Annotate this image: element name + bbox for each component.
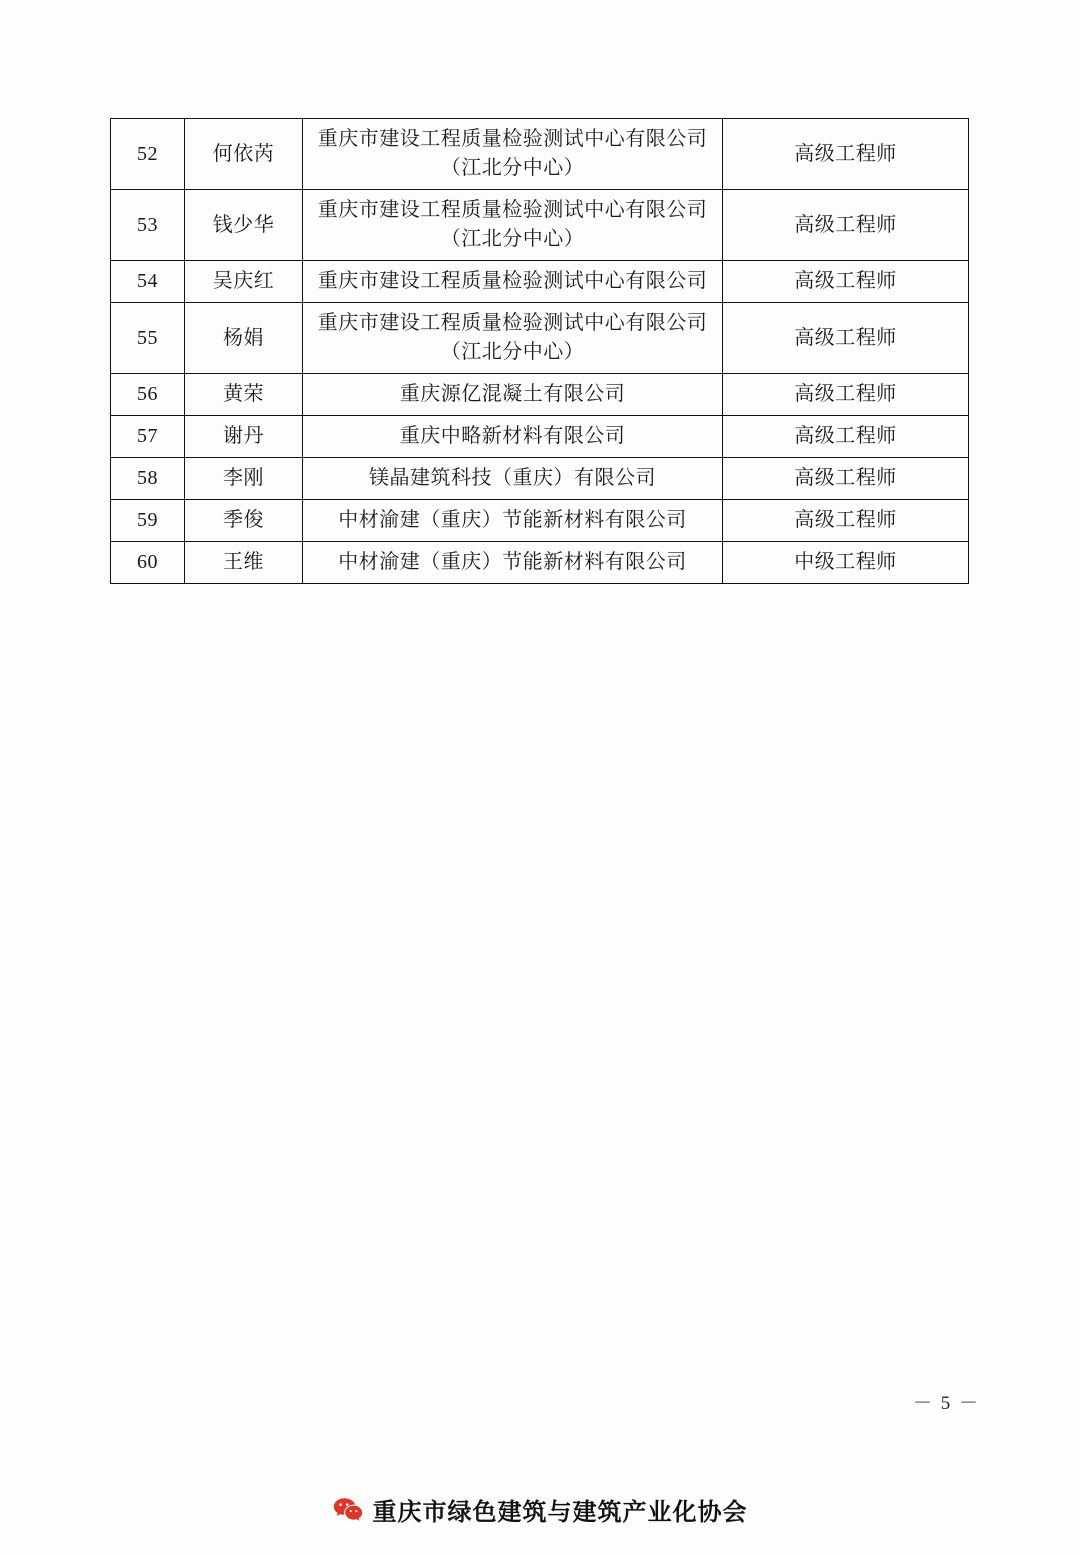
row-name: 何依芮	[185, 119, 303, 190]
organization-line-1: 重庆市建设工程质量检验测试中心有限公司	[317, 312, 708, 334]
row-name: 谢丹	[185, 416, 303, 458]
row-organization	[303, 119, 723, 190]
row-organization	[303, 500, 723, 542]
organization-line-1: 重庆市建设工程质量检验测试中心有限公司	[317, 199, 708, 221]
table-row	[111, 374, 969, 416]
row-name: 杨娟	[185, 303, 303, 374]
organization-line-1: 镁晶建筑科技（重庆）有限公司	[369, 467, 656, 489]
table-row	[111, 303, 969, 374]
organization-line-1: 重庆市建设工程质量检验测试中心有限公司	[317, 270, 708, 292]
organization-line-2: （江北分中心）	[440, 341, 585, 363]
row-index: 52	[111, 119, 185, 190]
row-organization	[303, 374, 723, 416]
row-name: 王维	[185, 542, 303, 584]
organization-line-2: （江北分中心）	[440, 228, 585, 250]
row-title: 高级工程师	[723, 303, 969, 374]
page-number: － 5 －	[912, 1393, 980, 1414]
organization-line-1: 中材渝建（重庆）节能新材料有限公司	[338, 509, 687, 531]
row-index: 56	[111, 374, 185, 416]
table-row	[111, 261, 969, 303]
organization-line-1: 重庆中略新材料有限公司	[399, 425, 626, 447]
row-index: 59	[111, 500, 185, 542]
organization-line-2: （江北分中心）	[440, 157, 585, 179]
organization-line-1: 中材渝建（重庆）节能新材料有限公司	[338, 551, 687, 573]
row-index: 57	[111, 416, 185, 458]
row-organization	[303, 416, 723, 458]
row-title: 高级工程师	[723, 416, 969, 458]
wechat-icon	[333, 1497, 363, 1523]
organization-line-1: 重庆市建设工程质量检验测试中心有限公司	[317, 128, 708, 150]
table-row	[111, 542, 969, 584]
row-title: 高级工程师	[723, 500, 969, 542]
row-name: 黄荣	[185, 374, 303, 416]
row-title: 高级工程师	[723, 119, 969, 190]
row-organization	[303, 261, 723, 303]
row-name: 李刚	[185, 458, 303, 500]
row-title: 高级工程师	[723, 458, 969, 500]
table-row	[111, 119, 969, 190]
row-title: 中级工程师	[723, 542, 969, 584]
row-name: 钱少华	[185, 190, 303, 261]
table-row	[111, 416, 969, 458]
table-row	[111, 458, 969, 500]
roster-table-container	[110, 118, 968, 584]
table-row	[111, 190, 969, 261]
row-title: 高级工程师	[723, 190, 969, 261]
row-title: 高级工程师	[723, 261, 969, 303]
row-organization	[303, 542, 723, 584]
organization-line-1: 重庆源亿混凝土有限公司	[399, 383, 626, 405]
row-index: 53	[111, 190, 185, 261]
table-row	[111, 500, 969, 542]
row-title: 高级工程师	[723, 374, 969, 416]
row-organization	[303, 458, 723, 500]
row-index: 58	[111, 458, 185, 500]
row-name: 季俊	[185, 500, 303, 542]
row-index: 60	[111, 542, 185, 584]
row-name: 吴庆红	[185, 261, 303, 303]
row-organization	[303, 303, 723, 374]
row-organization	[303, 190, 723, 261]
footer-organization-name: 重庆市绿色建筑与建筑产业化协会	[372, 1500, 748, 1526]
footer-brand	[0, 1492, 1080, 1527]
roster-table	[110, 118, 969, 584]
row-index: 54	[111, 261, 185, 303]
row-index: 55	[111, 303, 185, 374]
